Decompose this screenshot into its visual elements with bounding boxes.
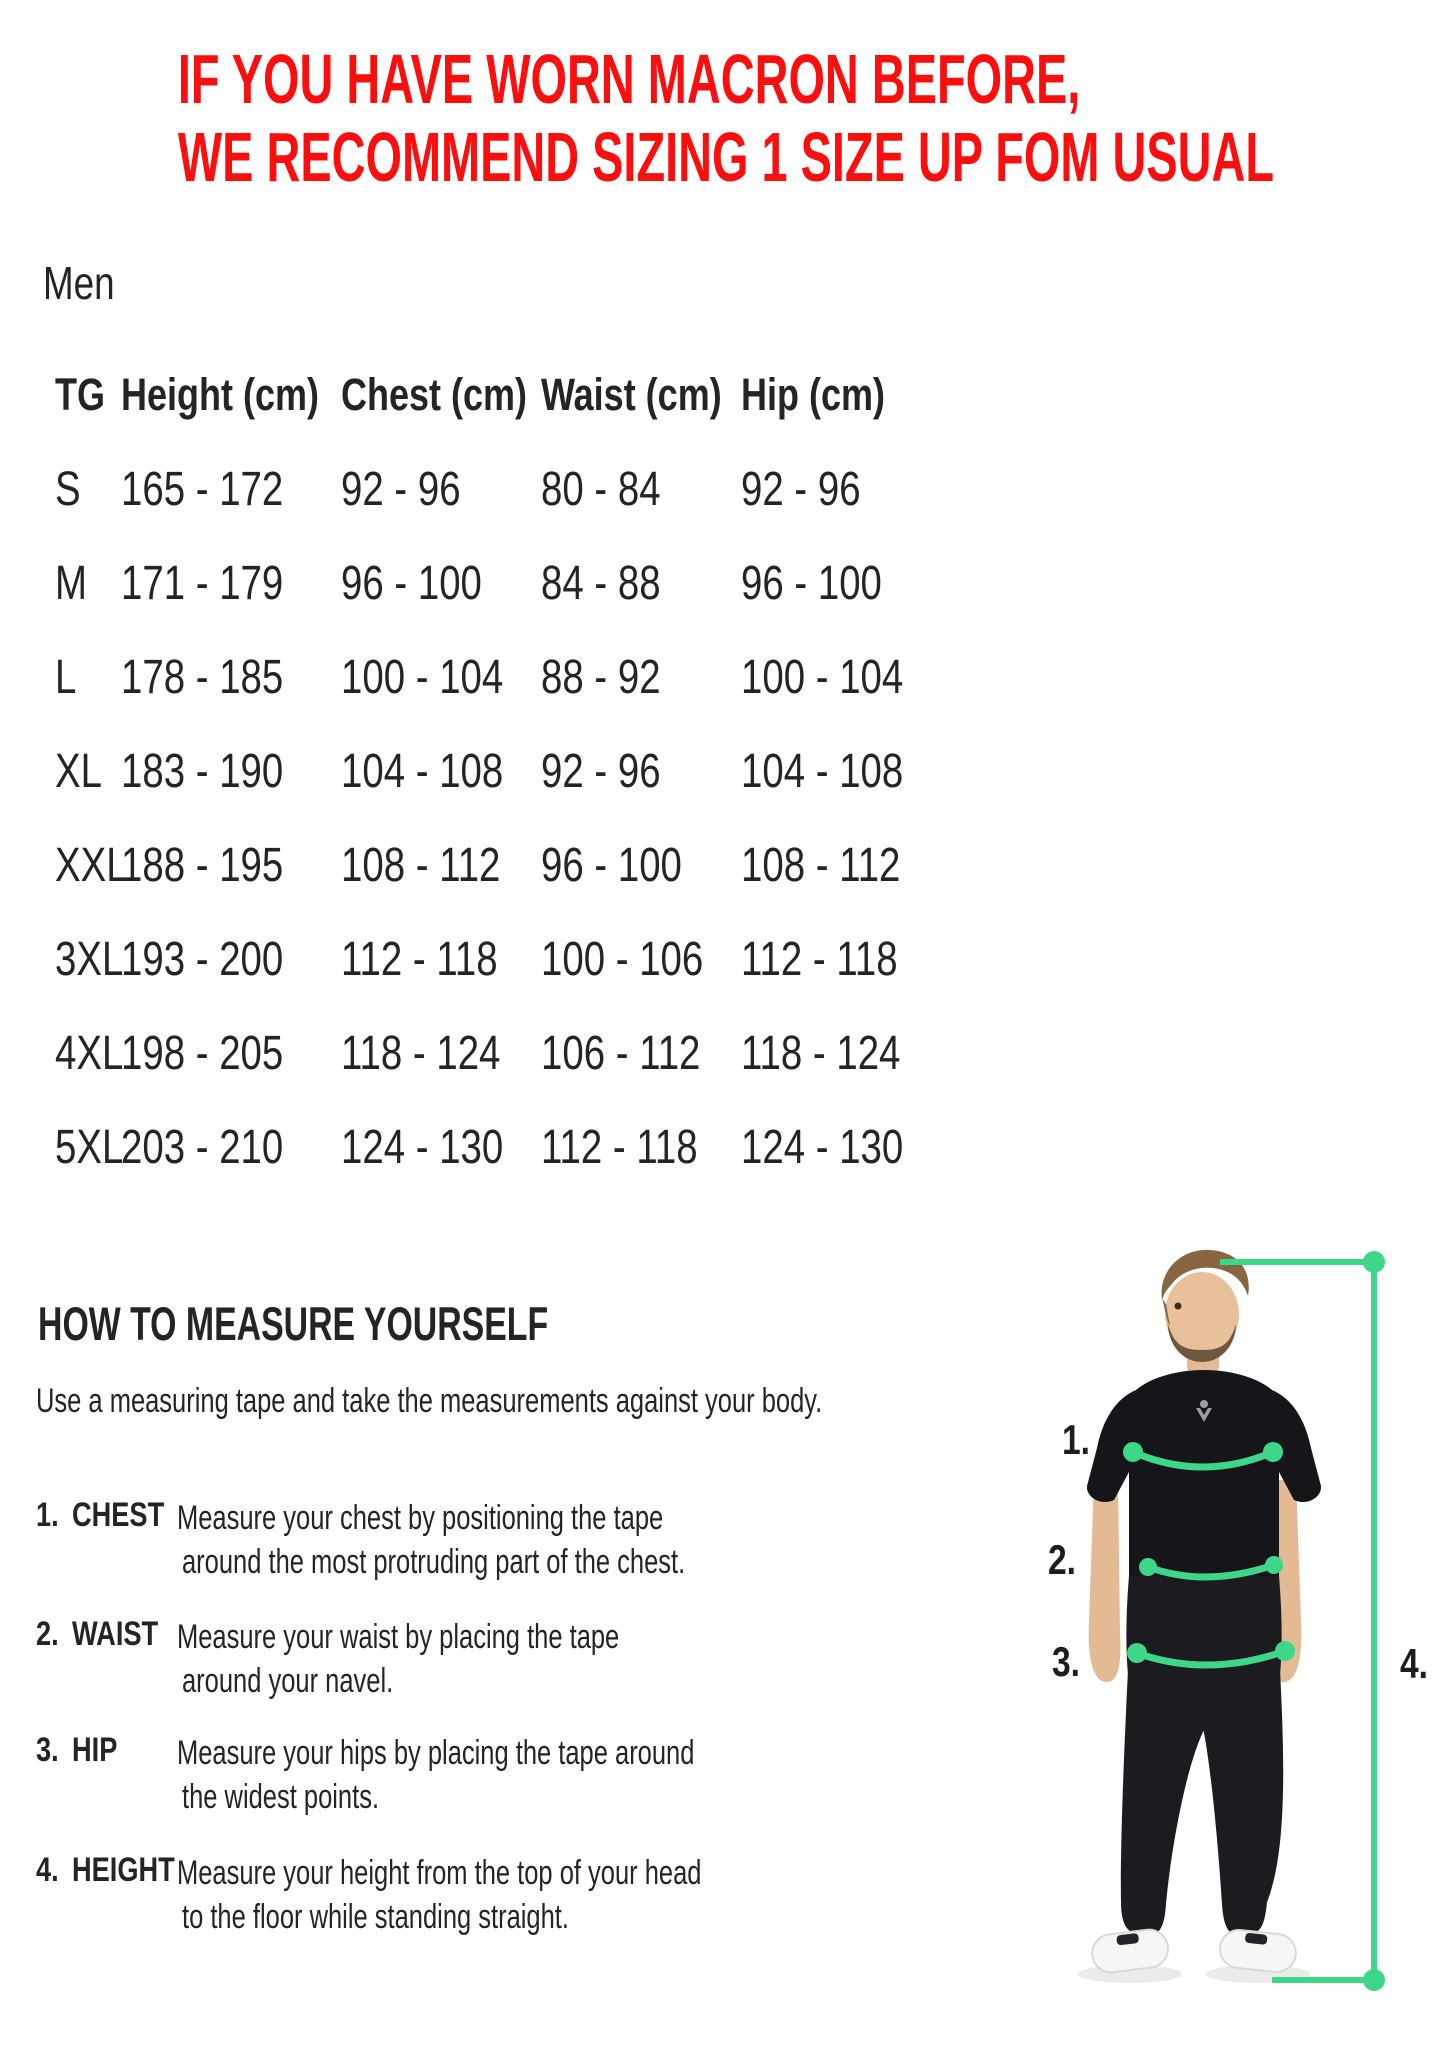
step-description-line: Measure your waist by placing the tape — [177, 1618, 620, 1656]
cell-hip: 92 - 96 — [741, 462, 861, 516]
column-header-height: Height (cm) — [121, 369, 319, 420]
cell-waist: 92 - 96 — [541, 744, 661, 798]
cell-chest: 108 - 112 — [341, 838, 501, 892]
cell-height: 171 - 179 — [121, 556, 284, 610]
step-description-line: around the most protruding part of the chest. — [182, 1543, 686, 1581]
cell-size: M — [55, 556, 87, 610]
column-header-size: TG — [55, 369, 105, 420]
cell-hip: 104 - 108 — [741, 744, 904, 798]
cell-chest: 96 - 100 — [341, 556, 482, 610]
cell-waist: 84 - 88 — [541, 556, 661, 610]
model-figure-svg — [990, 1240, 1445, 2020]
cell-height: 178 - 185 — [121, 650, 284, 704]
measure-step-hip — [0, 1731, 760, 1831]
cell-chest: 100 - 104 — [341, 650, 504, 704]
cell-height: 203 - 210 — [121, 1120, 284, 1174]
column-header-chest: Chest (cm) — [341, 369, 528, 420]
model-photo — [990, 1240, 1445, 2020]
cell-waist: 96 - 100 — [541, 838, 682, 892]
size-table — [55, 348, 907, 1194]
size-up-notice — [0, 40, 1275, 196]
step-description-line: Measure your height from the top of your head — [177, 1854, 702, 1892]
notice-line-2: WE RECOMMEND SIZING 1 SIZE UP FOM USUAL — [177, 118, 1275, 196]
cell-size: 3XL — [55, 932, 124, 986]
model-sneakers — [1090, 1928, 1298, 1975]
cell-hip: 112 - 118 — [741, 932, 898, 986]
cell-hip: 100 - 104 — [741, 650, 904, 704]
cell-waist: 80 - 84 — [541, 462, 661, 516]
cell-size: XXL — [55, 838, 128, 892]
step-number: 4. — [36, 1851, 59, 1889]
cell-chest: 92 - 96 — [341, 462, 461, 516]
step-description-line: Measure your hips by placing the tape around — [177, 1734, 695, 1772]
cell-height: 165 - 172 — [121, 462, 284, 516]
waist-marker-label: 2. — [1048, 1536, 1077, 1583]
cell-height: 188 - 195 — [121, 838, 284, 892]
cell-hip: 96 - 100 — [741, 556, 882, 610]
height-marker-label: 4. — [1400, 1640, 1429, 1687]
cell-chest: 104 - 108 — [341, 744, 504, 798]
cell-size: XL — [55, 744, 102, 798]
step-description-line: the widest points. — [182, 1778, 380, 1816]
cell-chest: 112 - 118 — [341, 932, 498, 986]
cell-hip: 124 - 130 — [741, 1120, 904, 1174]
step-description-line: around your navel. — [182, 1662, 394, 1700]
step-description-line: Measure your chest by positioning the tape — [177, 1499, 664, 1537]
cell-hip: 118 - 124 — [741, 1026, 901, 1080]
cell-size: 5XL — [55, 1120, 124, 1174]
cell-waist: 88 - 92 — [541, 650, 661, 704]
step-label: WAIST — [72, 1615, 159, 1653]
step-number: 3. — [36, 1731, 59, 1769]
model-head — [1162, 1250, 1249, 1376]
cell-waist: 112 - 118 — [541, 1120, 698, 1174]
step-label: CHEST — [72, 1496, 165, 1534]
column-header-waist: Waist (cm) — [541, 369, 722, 420]
step-label: HEIGHT — [72, 1851, 175, 1889]
gender-label: Men — [43, 257, 115, 309]
measure-step-chest — [0, 1496, 760, 1596]
step-label: HIP — [72, 1731, 118, 1769]
hip-marker-label: 3. — [1052, 1638, 1081, 1685]
cell-height: 198 - 205 — [121, 1026, 284, 1080]
cell-height: 183 - 190 — [121, 744, 284, 798]
model-pants — [1121, 1576, 1283, 1934]
cell-chest: 124 - 130 — [341, 1120, 504, 1174]
cell-waist: 100 - 106 — [541, 932, 704, 986]
measure-step-waist — [0, 1615, 760, 1715]
step-number: 2. — [36, 1615, 59, 1653]
cell-waist: 106 - 112 — [541, 1026, 701, 1080]
column-header-hip: Hip (cm) — [741, 369, 885, 420]
cell-height: 193 - 200 — [121, 932, 284, 986]
how-to-measure-title: HOW TO MEASURE YOURSELF — [38, 1297, 549, 1350]
step-description-line: to the floor while standing straight. — [182, 1898, 569, 1936]
measure-intro: Use a measuring tape and take the measurements against your body. — [36, 1382, 823, 1420]
cell-size: L — [55, 650, 77, 704]
cell-hip: 108 - 112 — [741, 838, 901, 892]
measure-step-height — [0, 1851, 760, 1951]
step-number: 1. — [36, 1496, 59, 1534]
cell-size: 4XL — [55, 1026, 124, 1080]
cell-chest: 118 - 124 — [341, 1026, 501, 1080]
cell-size: S — [55, 462, 81, 516]
chest-marker-label: 1. — [1062, 1416, 1091, 1463]
notice-line-1: IF YOU HAVE WORN MACRON BEFORE, — [177, 40, 1081, 118]
